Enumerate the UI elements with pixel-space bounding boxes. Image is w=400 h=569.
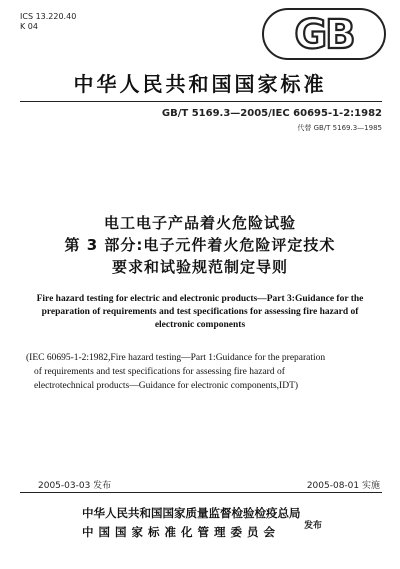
issuer-line-2: 中 国 国 家 标 准 化 管 理 委 员 会 <box>82 525 276 539</box>
title-cn-line-1: 电工电子产品着火危险试验 <box>103 214 296 232</box>
gb-logo <box>262 8 386 60</box>
ics-code: ICS 13.220.40 <box>20 12 77 21</box>
iec-equivalence-note <box>26 351 376 393</box>
header-rule <box>20 101 382 102</box>
category-code: K 04 <box>20 22 38 31</box>
standard-number: GB/T 5169.3—2005/IEC 60695-1-2:1982 <box>161 108 382 119</box>
gb-logo-text: GB <box>294 12 354 58</box>
title-en-line-3: electronic components <box>154 320 246 330</box>
iec-note-line-2: of requirements and test specifications for assessing fire hazard of <box>34 367 285 377</box>
iec-note-line-3: electrotechnical products—Guidance for electronic components,IDT) <box>34 381 299 391</box>
title-en-line-1: Fire hazard testing for electric and electronic products—Part 3:Guidance for the <box>36 294 364 304</box>
footer-rule <box>20 492 382 493</box>
title-cn-line-2: 第 3 部分:电子元件着火危险评定技术 <box>64 236 336 254</box>
replaces-note: 代替 GB/T 5169.3—1985 <box>297 124 382 132</box>
title-en-line-2: preparation of requirements and test specifications for assessing fire hazard of <box>41 307 359 317</box>
title-en <box>24 293 376 332</box>
issue-date: 2005-03-03 发布 <box>38 481 112 491</box>
ics-block <box>20 12 76 32</box>
publish-label: 发布 <box>304 521 323 531</box>
effective-date: 2005-08-01 实施 <box>306 481 380 491</box>
iec-note-line-1: (IEC 60695-1-2:1982,Fire hazard testing—Part 1:Guidance for the preparation <box>26 353 326 363</box>
title-cn-line-3: 要求和试验规范制定导则 <box>111 258 288 276</box>
issuer-line-1: 中华人民共和国国家质量监督检验检疫总局 <box>82 506 301 520</box>
national-standard-title: 中华人民共和国国家标准 <box>73 72 327 96</box>
